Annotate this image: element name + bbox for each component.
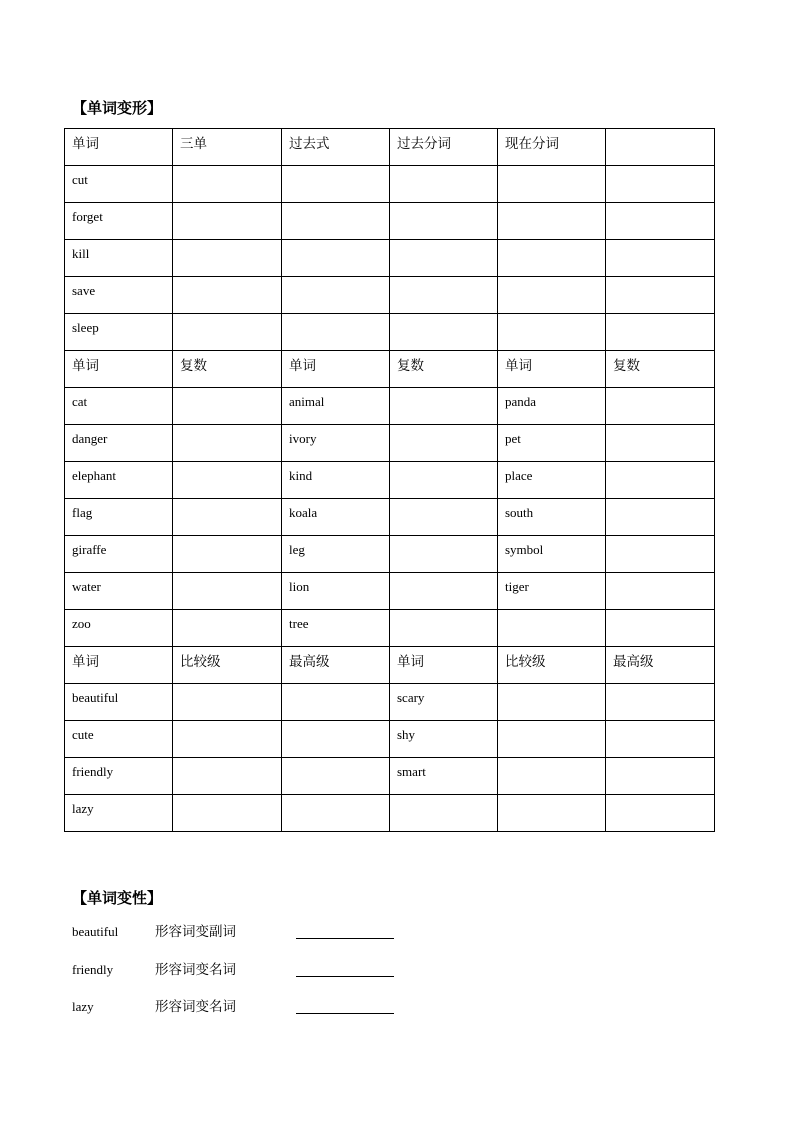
cell-text <box>289 166 389 171</box>
cell-text <box>180 240 281 245</box>
cell-text <box>289 203 389 208</box>
cell-text: smart <box>397 764 426 779</box>
word-cell <box>65 684 173 721</box>
answer-cell[interactable] <box>390 314 498 351</box>
cell-text <box>289 314 389 319</box>
cell-text: ivory <box>289 431 317 446</box>
answer-cell[interactable] <box>498 314 606 351</box>
header-cell <box>282 351 390 388</box>
answer-cell[interactable] <box>173 573 282 610</box>
cell-text <box>613 536 714 541</box>
answer-cell[interactable] <box>498 721 606 758</box>
cell-text <box>505 240 605 245</box>
table-header-row <box>65 129 715 166</box>
conversion-word: lazy <box>72 999 94 1014</box>
cell-text: shy <box>397 727 416 742</box>
word-cell <box>282 536 390 573</box>
answer-cell[interactable] <box>173 610 282 647</box>
header-cell <box>173 647 282 684</box>
cell-text: forget <box>72 209 103 224</box>
header-cell <box>65 351 173 388</box>
header-label: 过去式 <box>289 136 330 152</box>
cell-text <box>613 425 714 430</box>
cell-text: koala <box>289 505 318 520</box>
answer-cell[interactable] <box>390 277 498 314</box>
word-cell <box>65 758 173 795</box>
cell-text <box>613 684 714 689</box>
header-label: 最高级 <box>613 654 654 670</box>
word-cell <box>282 499 390 536</box>
table-row <box>65 795 715 832</box>
answer-cell[interactable] <box>173 240 282 277</box>
cell-text: elephant <box>72 468 117 483</box>
answer-cell[interactable] <box>498 795 606 832</box>
answer-cell[interactable] <box>173 277 282 314</box>
table-row <box>65 758 715 795</box>
cell-text <box>289 684 389 689</box>
answer-cell[interactable] <box>606 277 715 314</box>
word-cell <box>65 462 173 499</box>
word-cell <box>65 721 173 758</box>
conversion-task: 形容词变副词 <box>155 924 236 940</box>
table-row <box>65 277 715 314</box>
cell-text: lazy <box>72 801 94 816</box>
cell-text <box>505 758 605 763</box>
cell-text: cute <box>72 727 94 742</box>
cell-text <box>180 388 281 393</box>
header-cell <box>390 129 498 166</box>
cell-text <box>289 277 389 282</box>
answer-cell[interactable] <box>498 277 606 314</box>
word-cell <box>390 721 498 758</box>
answer-cell[interactable] <box>282 203 390 240</box>
answer-cell[interactable] <box>173 425 282 462</box>
answer-cell[interactable] <box>606 536 715 573</box>
cell-text: cut <box>72 172 88 187</box>
answer-cell[interactable] <box>390 536 498 573</box>
answer-cell[interactable] <box>282 721 390 758</box>
cell-text: sleep <box>72 320 99 335</box>
cell-text <box>180 536 281 541</box>
word-cell <box>390 758 498 795</box>
answer-cell[interactable] <box>606 462 715 499</box>
cell-text: tiger <box>505 579 529 594</box>
cell-text <box>505 721 605 726</box>
header-label: 单词 <box>72 136 99 152</box>
header-label: 单词 <box>505 358 532 374</box>
answer-cell[interactable] <box>606 314 715 351</box>
cell-text: south <box>505 505 534 520</box>
table-header-row <box>65 647 715 684</box>
answer-cell[interactable] <box>173 314 282 351</box>
answer-cell[interactable] <box>498 758 606 795</box>
cell-text: zoo <box>72 616 91 631</box>
conversion-row <box>72 923 472 943</box>
answer-cell[interactable] <box>390 425 498 462</box>
cell-text <box>397 425 497 430</box>
answer-cell[interactable] <box>390 388 498 425</box>
word-cell <box>282 610 390 647</box>
word-cell <box>65 277 173 314</box>
cell-text <box>613 573 714 578</box>
answer-cell[interactable] <box>173 499 282 536</box>
answer-cell[interactable] <box>282 795 390 832</box>
header-label: 复数 <box>613 358 640 374</box>
answer-cell[interactable] <box>390 462 498 499</box>
word-cell <box>498 462 606 499</box>
cell-text <box>505 203 605 208</box>
answer-cell[interactable] <box>390 240 498 277</box>
conversion-row <box>72 998 472 1018</box>
cell-text <box>180 314 281 319</box>
table-row <box>65 462 715 499</box>
word-cell <box>65 610 173 647</box>
header-cell <box>498 351 606 388</box>
table-row <box>65 203 715 240</box>
answer-cell[interactable] <box>173 388 282 425</box>
word-cell <box>65 388 173 425</box>
word-cell <box>65 573 173 610</box>
answer-cell[interactable] <box>606 573 715 610</box>
table-row <box>65 721 715 758</box>
header-label: 单词 <box>289 358 316 374</box>
answer-cell[interactable] <box>498 610 606 647</box>
answer-cell[interactable] <box>498 684 606 721</box>
cell-text <box>397 573 497 578</box>
cell-text <box>180 573 281 578</box>
header-cell <box>390 351 498 388</box>
header-cell <box>65 129 173 166</box>
table-header-row <box>65 351 715 388</box>
header-cell <box>282 647 390 684</box>
cell-text: scary <box>397 690 425 705</box>
word-cell <box>65 795 173 832</box>
answer-cell[interactable] <box>390 499 498 536</box>
answer-cell[interactable] <box>173 721 282 758</box>
answer-cell[interactable] <box>282 684 390 721</box>
cell-text <box>613 721 714 726</box>
word-cell <box>282 388 390 425</box>
cell-text <box>180 203 281 208</box>
cell-text: tree <box>289 616 309 631</box>
cell-text: place <box>505 468 533 483</box>
conversion-task: 形容词变名词 <box>155 962 236 978</box>
header-label <box>613 129 714 134</box>
word-forms-table <box>64 128 715 832</box>
answer-cell[interactable] <box>606 166 715 203</box>
cell-text <box>289 721 389 726</box>
answer-cell[interactable] <box>173 203 282 240</box>
cell-text <box>180 721 281 726</box>
answer-blank[interactable] <box>296 938 394 939</box>
cell-text: giraffe <box>72 542 107 557</box>
word-cell <box>65 203 173 240</box>
cell-text <box>505 314 605 319</box>
cell-text: panda <box>505 394 537 409</box>
header-label: 最高级 <box>289 654 330 670</box>
conversion-row <box>72 961 472 981</box>
header-cell <box>606 129 715 166</box>
cell-text: water <box>72 579 101 594</box>
cell-text <box>613 462 714 467</box>
header-cell <box>390 647 498 684</box>
header-label: 过去分词 <box>397 136 451 152</box>
cell-text <box>289 795 389 800</box>
cell-text <box>613 795 714 800</box>
answer-cell[interactable] <box>498 203 606 240</box>
answer-cell[interactable] <box>282 166 390 203</box>
word-cell <box>65 536 173 573</box>
answer-cell[interactable] <box>498 166 606 203</box>
answer-cell[interactable] <box>173 536 282 573</box>
answer-cell[interactable] <box>282 277 390 314</box>
cell-text <box>613 240 714 245</box>
cell-text <box>397 203 497 208</box>
conversion-task: 形容词变名词 <box>155 999 236 1015</box>
answer-cell[interactable] <box>390 610 498 647</box>
table-row <box>65 388 715 425</box>
cell-text <box>180 795 281 800</box>
cell-text <box>397 240 497 245</box>
header-cell <box>498 647 606 684</box>
header-label: 复数 <box>180 358 207 374</box>
cell-text <box>397 795 497 800</box>
answer-blank[interactable] <box>296 1013 394 1014</box>
answer-cell[interactable] <box>498 240 606 277</box>
header-label: 单词 <box>397 654 424 670</box>
cell-text <box>613 610 714 615</box>
answer-cell[interactable] <box>173 758 282 795</box>
header-cell <box>606 351 715 388</box>
table-row <box>65 314 715 351</box>
word-cell <box>498 388 606 425</box>
answer-cell[interactable] <box>606 203 715 240</box>
cell-text <box>289 758 389 763</box>
cell-text: danger <box>72 431 108 446</box>
answer-cell[interactable] <box>173 462 282 499</box>
cell-text <box>613 166 714 171</box>
cell-text <box>397 536 497 541</box>
answer-cell[interactable] <box>606 425 715 462</box>
table-row <box>65 536 715 573</box>
cell-text <box>613 388 714 393</box>
header-cell <box>173 129 282 166</box>
cell-text <box>180 166 281 171</box>
cell-text: kind <box>289 468 313 483</box>
header-label: 比较级 <box>505 654 546 670</box>
answer-cell[interactable] <box>282 758 390 795</box>
cell-text <box>397 277 497 282</box>
word-cell <box>498 425 606 462</box>
header-cell <box>65 647 173 684</box>
word-cell <box>65 314 173 351</box>
cell-text <box>397 499 497 504</box>
answer-cell[interactable] <box>606 240 715 277</box>
cell-text <box>613 758 714 763</box>
answer-cell[interactable] <box>173 166 282 203</box>
cell-text <box>397 388 497 393</box>
header-label: 三单 <box>180 136 207 152</box>
answer-cell[interactable] <box>173 795 282 832</box>
answer-cell[interactable] <box>606 388 715 425</box>
cell-text <box>289 240 389 245</box>
conversion-word: beautiful <box>72 924 119 939</box>
answer-blank[interactable] <box>296 976 394 977</box>
cell-text <box>180 277 281 282</box>
cell-text <box>180 499 281 504</box>
word-cell <box>65 499 173 536</box>
cell-text <box>180 758 281 763</box>
cell-text <box>613 499 714 504</box>
word-cell <box>282 462 390 499</box>
header-label: 复数 <box>397 358 424 374</box>
cell-text: flag <box>72 505 93 520</box>
cell-text: friendly <box>72 764 114 779</box>
answer-cell[interactable] <box>390 203 498 240</box>
conversion-word: friendly <box>72 962 114 977</box>
cell-text <box>505 277 605 282</box>
table-row <box>65 240 715 277</box>
header-label: 单词 <box>72 654 99 670</box>
cell-text <box>505 684 605 689</box>
header-label: 比较级 <box>180 654 221 670</box>
cell-text <box>180 610 281 615</box>
cell-text <box>505 795 605 800</box>
table-row <box>65 573 715 610</box>
cell-text: cat <box>72 394 88 409</box>
header-cell <box>498 129 606 166</box>
answer-cell[interactable] <box>606 610 715 647</box>
cell-text: animal <box>289 394 325 409</box>
cell-text: pet <box>505 431 521 446</box>
cell-text <box>397 610 497 615</box>
cell-text <box>397 462 497 467</box>
header-cell <box>173 351 282 388</box>
cell-text <box>613 314 714 319</box>
word-cell <box>65 240 173 277</box>
answer-cell[interactable] <box>606 499 715 536</box>
answer-cell[interactable] <box>606 795 715 832</box>
cell-text: leg <box>289 542 305 557</box>
section-title-word-forms: 【单词变形】 <box>72 99 163 117</box>
cell-text <box>397 166 497 171</box>
word-cell <box>390 684 498 721</box>
cell-text <box>613 203 714 208</box>
cell-text: kill <box>72 246 90 261</box>
cell-text <box>397 314 497 319</box>
cell-text <box>505 610 605 615</box>
section-title-word-conversion: 【单词变性】 <box>72 889 163 907</box>
table-row <box>65 425 715 462</box>
cell-text: lion <box>289 579 310 594</box>
cell-text <box>180 462 281 467</box>
word-cell <box>498 499 606 536</box>
answer-cell[interactable] <box>390 573 498 610</box>
cell-text: beautiful <box>72 690 119 705</box>
cell-text <box>180 684 281 689</box>
cell-text <box>505 166 605 171</box>
answer-cell[interactable] <box>606 721 715 758</box>
header-label: 现在分词 <box>505 136 559 152</box>
word-cell <box>498 536 606 573</box>
word-cell <box>498 573 606 610</box>
answer-cell[interactable] <box>606 684 715 721</box>
word-cell <box>282 573 390 610</box>
word-cell <box>65 166 173 203</box>
answer-cell[interactable] <box>173 684 282 721</box>
table-row <box>65 610 715 647</box>
cell-text: symbol <box>505 542 544 557</box>
word-cell <box>65 425 173 462</box>
answer-cell[interactable] <box>282 314 390 351</box>
answer-cell[interactable] <box>282 240 390 277</box>
header-cell <box>282 129 390 166</box>
cell-text <box>180 425 281 430</box>
table-row <box>65 166 715 203</box>
word-cell <box>282 425 390 462</box>
cell-text <box>613 277 714 282</box>
table-row <box>65 499 715 536</box>
table-row <box>65 684 715 721</box>
header-label: 单词 <box>72 358 99 374</box>
answer-cell[interactable] <box>390 795 498 832</box>
header-cell <box>606 647 715 684</box>
cell-text: save <box>72 283 96 298</box>
answer-cell[interactable] <box>390 166 498 203</box>
answer-cell[interactable] <box>606 758 715 795</box>
